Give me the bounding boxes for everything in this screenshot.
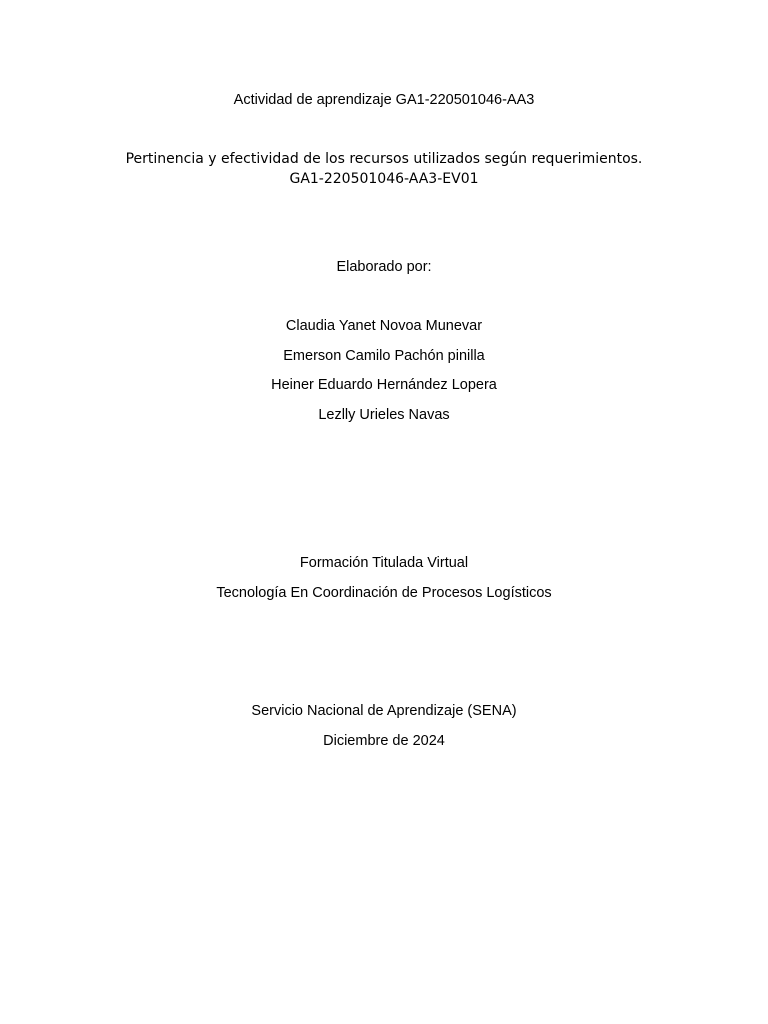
activity-title: Actividad de aprendizaje GA1-220501046-AA3 — [233, 92, 535, 108]
program-name: Tecnología En Coordinación de Procesos Logísticos — [216, 585, 552, 601]
author-name: Heiner Eduardo Hernández Lopera — [271, 377, 497, 393]
institution-name: Servicio Nacional de Aprendizaje (SENA) — [251, 703, 517, 719]
author-name: Emerson Camilo Pachón pinilla — [283, 348, 485, 364]
document-subtitle: Pertinencia y efectividad de los recursos utilizados según requerimientos. — [125, 151, 643, 167]
prepared-by-label: Elaborado por: — [336, 259, 432, 275]
author-name: Claudia Yanet Novoa Munevar — [285, 318, 483, 334]
program-type: Formación Titulada Virtual — [299, 555, 469, 571]
author-name: Lezlly Urieles Navas — [318, 407, 450, 423]
evidence-code: GA1-220501046-AA3-EV01 — [289, 171, 479, 187]
document-date: Diciembre de 2024 — [323, 733, 445, 749]
